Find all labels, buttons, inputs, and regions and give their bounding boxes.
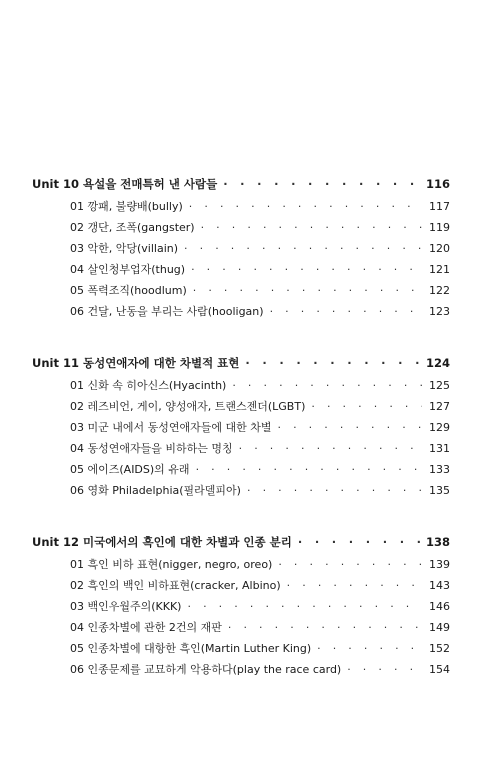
page-number: 123 — [429, 305, 450, 318]
entry-title: 01 깡패, 불량배(bully) — [70, 200, 183, 213]
unit-title: Unit 12 미국에서의 흑인에 대한 차별과 인종 분리 — [32, 535, 292, 549]
toc-unit-heading — [32, 351, 450, 375]
page-number: 146 — [429, 600, 450, 613]
dot-leader — [232, 375, 422, 396]
dot-leader — [317, 638, 422, 659]
dot-leader — [270, 301, 422, 322]
page-number: 154 — [429, 663, 450, 676]
dot-leader — [201, 217, 422, 238]
dot-leader — [187, 596, 422, 617]
toc-unit-11 — [32, 351, 450, 501]
toc-entry — [32, 596, 450, 617]
entry-title: 01 흑인 비하 표현(nigger, negro, oreo) — [70, 558, 273, 571]
toc-entry — [32, 301, 450, 322]
dot-leader — [278, 554, 422, 575]
toc-entry — [32, 280, 450, 301]
dot-leader — [196, 459, 422, 480]
dot-leader — [247, 480, 422, 501]
dot-leader — [298, 530, 420, 554]
entry-title: 05 인종차별에 대항한 흑인(Martin Luther King) — [70, 642, 312, 655]
page-number: 127 — [429, 400, 450, 413]
entry-title: 04 살인청부업자(thug) — [70, 263, 186, 276]
page-number: 129 — [429, 421, 450, 434]
dot-leader — [223, 172, 420, 196]
page-number: 116 — [425, 177, 450, 191]
toc-entry — [32, 459, 450, 480]
toc-unit-10 — [32, 172, 450, 322]
toc-entry — [32, 638, 450, 659]
page-number: 122 — [429, 284, 450, 297]
entry-title: 06 영화 Philadelphia(필라델피아) — [70, 484, 241, 497]
toc-unit-heading — [32, 530, 450, 554]
unit-title: Unit 11 동성연애자에 대한 차별적 표현 — [32, 356, 240, 370]
toc-entry — [32, 417, 450, 438]
dot-leader — [347, 659, 422, 680]
entry-title: 05 에이즈(AIDS)의 유래 — [70, 463, 190, 476]
page-number: 125 — [429, 379, 450, 392]
toc-entry — [32, 438, 450, 459]
dot-leader — [228, 617, 422, 638]
dot-leader — [189, 196, 422, 217]
toc-entry — [32, 480, 450, 501]
entry-title: 02 갱단, 조폭(gangster) — [70, 221, 195, 234]
dot-leader — [311, 396, 422, 417]
page-number: 152 — [429, 642, 450, 655]
entry-title: 03 미군 내에서 동성연애자들에 대한 차별 — [70, 421, 272, 434]
entry-title: 05 폭력조직(hoodlum) — [70, 284, 187, 297]
table-of-contents — [32, 172, 450, 680]
toc-entry — [32, 259, 450, 280]
entry-title: 06 건달, 난동을 부리는 사람(hooligan) — [70, 305, 264, 318]
page-number: 121 — [429, 263, 450, 276]
toc-entry — [32, 575, 450, 596]
toc-entry — [32, 375, 450, 396]
entry-title: 06 인종문제를 교묘하게 악용하다(play the race card) — [70, 663, 342, 676]
toc-entry — [32, 554, 450, 575]
page-number: 135 — [429, 484, 450, 497]
toc-entry — [32, 196, 450, 217]
page-number: 149 — [429, 621, 450, 634]
toc-entry — [32, 396, 450, 417]
page-number: 120 — [429, 242, 450, 255]
entry-title: 04 동성연애자들을 비하하는 명칭 — [70, 442, 233, 455]
toc-unit-12 — [32, 530, 450, 680]
entry-title: 02 레즈비언, 게이, 양성애자, 트랜스젠더(LGBT) — [70, 400, 306, 413]
page-number: 143 — [429, 579, 450, 592]
dot-leader — [278, 417, 423, 438]
toc-entry — [32, 617, 450, 638]
page-number: 119 — [429, 221, 450, 234]
entry-title: 03 백인우월주의(KKK) — [70, 600, 182, 613]
entry-title: 02 흑인의 백인 비하표현(cracker, Albino) — [70, 579, 281, 592]
page-number: 131 — [429, 442, 450, 455]
toc-entry — [32, 659, 450, 680]
entry-title: 01 신화 속 히아신스(Hyacinth) — [70, 379, 227, 392]
dot-leader — [191, 259, 422, 280]
dot-leader — [184, 238, 422, 259]
dot-leader — [193, 280, 422, 301]
dot-leader — [245, 351, 420, 375]
unit-title: Unit 10 욕설을 전매특허 낸 사람들 — [32, 177, 218, 191]
page-number: 138 — [425, 535, 450, 549]
entry-title: 03 악한, 악당(villain) — [70, 242, 179, 255]
dot-leader — [287, 575, 422, 596]
page-number: 117 — [429, 200, 450, 213]
toc-entry — [32, 217, 450, 238]
toc-unit-heading — [32, 172, 450, 196]
entry-title: 04 인종차별에 관한 2건의 재판 — [70, 621, 222, 634]
page-number: 124 — [425, 356, 450, 370]
dot-leader — [239, 438, 422, 459]
page-number: 133 — [429, 463, 450, 476]
page-number: 139 — [429, 558, 450, 571]
toc-entry — [32, 238, 450, 259]
